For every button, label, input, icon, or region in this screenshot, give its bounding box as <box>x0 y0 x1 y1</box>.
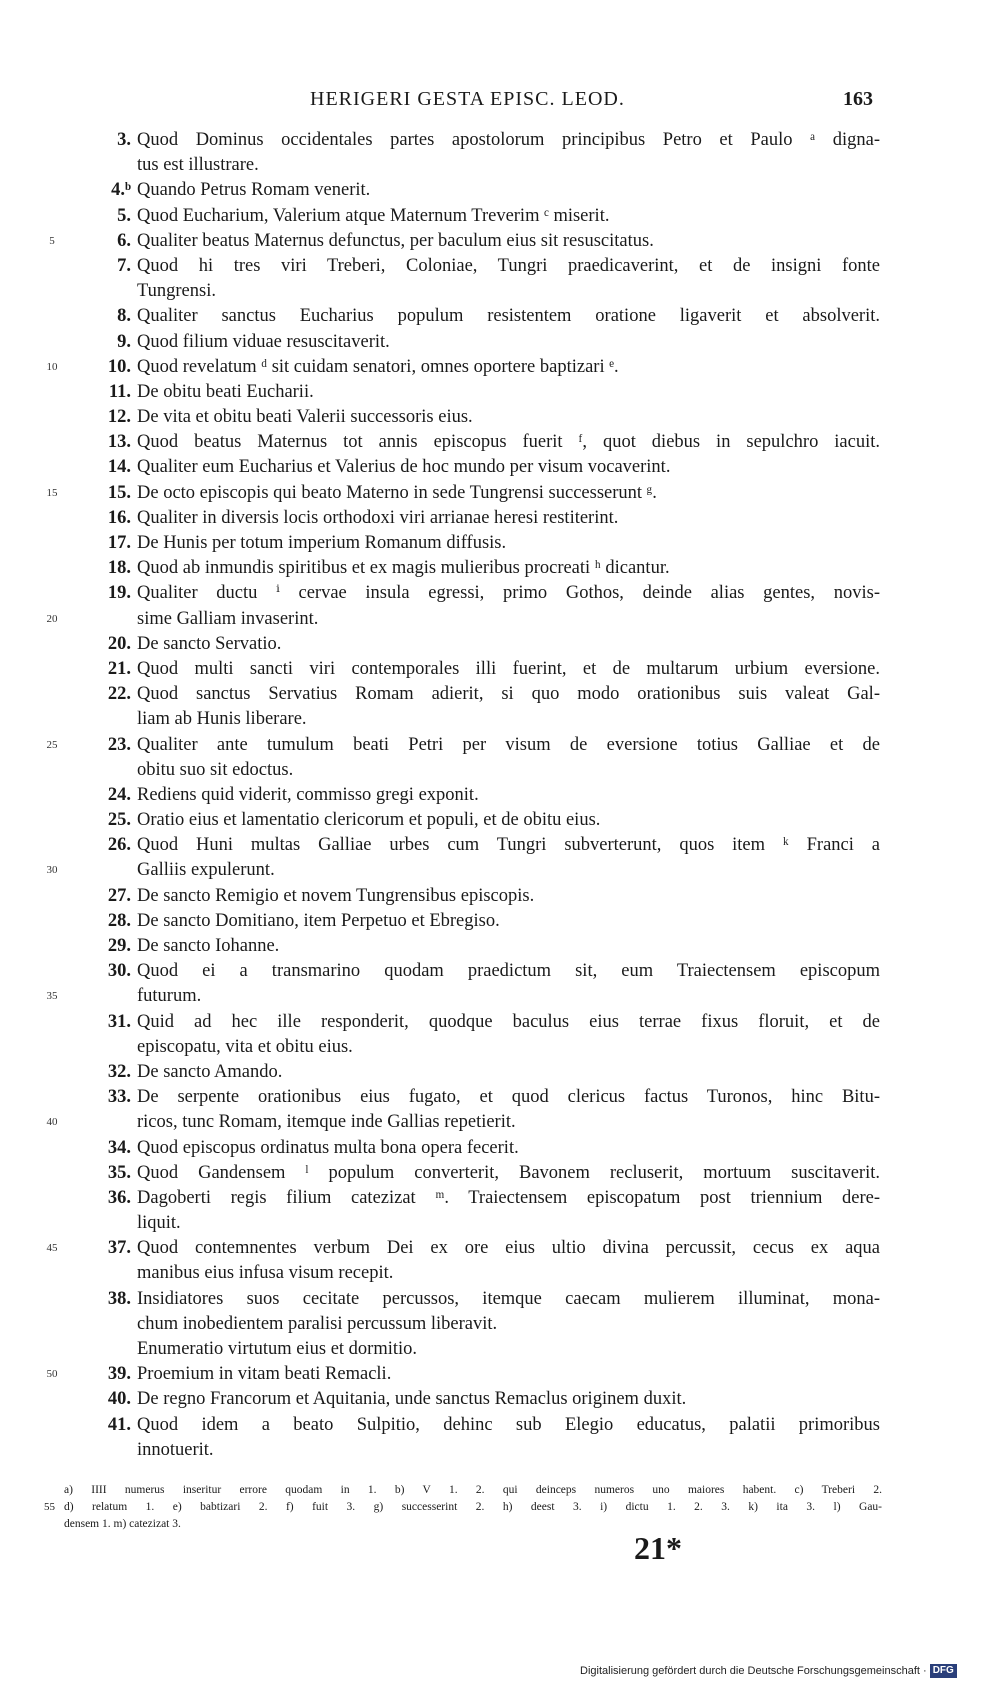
chapter-number: 13. <box>107 432 131 453</box>
chapter-text: De serpente orationibus eius fugato, et quod clericus factus Turonos, hinc Bitu- <box>137 1087 880 1108</box>
chapter-number: 11. <box>108 381 131 402</box>
chapter-line <box>0 833 1000 858</box>
margin-line-number: 55 <box>44 1501 55 1513</box>
chapter-text: Qualiter in diversis locis orthodoxi viri arrianae heresi restiterint. <box>137 507 619 528</box>
chapter-number: 41. <box>107 1414 131 1435</box>
chapter-line <box>0 405 1000 430</box>
chapter-line <box>0 556 1000 581</box>
chapter-text: Qualiter sanctus Eucharius populum resistentem oratione ligaverit et absolverit. <box>137 306 880 327</box>
chapter-number: 31. <box>107 1011 131 1032</box>
dfg-logo-icon: DFG <box>930 1664 957 1678</box>
margin-line-number: 50 <box>46 1368 58 1381</box>
chapter-number: 30. <box>107 961 131 982</box>
margin-line-number: 5 <box>49 234 55 247</box>
chapter-number: 18. <box>107 558 131 579</box>
chapter-line <box>0 355 1000 380</box>
chapter-line <box>0 934 1000 959</box>
chapter-text: manibus eius infusa visum recepit. <box>137 1263 394 1284</box>
chapter-text: Enumeratio virtutum eius et dormitio. <box>137 1339 418 1359</box>
chapter-number: 26. <box>107 835 131 856</box>
chapter-line <box>0 733 1000 758</box>
chapter-number: 28. <box>107 910 131 931</box>
chapter-text: Quod Dominus occidentales partes apostolorum principibus Petro et Paulo ᵃ digna- <box>137 130 880 150</box>
chapter-text: Qualiter beatus Maternus defunctus, per baculum eius sit resuscitatus. <box>137 230 654 251</box>
chapter-text: Quod hi tres viri Treberi, Coloniae, Tungri praedicaverint, et de insigni fonte <box>137 255 880 276</box>
chapter-list <box>0 128 1000 1463</box>
chapter-number: 17. <box>107 533 131 553</box>
credit-text: Digitalisierung gefördert durch die Deutsche Forschungsgemeinschaft · <box>580 1665 927 1677</box>
chapter-number: 12. <box>107 407 131 428</box>
chapter-text: Galliis expulerunt. <box>137 860 275 881</box>
chapter-line <box>0 607 1000 632</box>
chapter-number: 20. <box>107 633 131 654</box>
margin-line-number: 45 <box>46 1242 58 1255</box>
page-number: 163 <box>843 88 873 110</box>
chapter-line <box>0 1236 1000 1261</box>
chapter-text: liquit. <box>137 1213 181 1234</box>
chapter-text: De obitu beati Eucharii. <box>137 381 314 402</box>
chapter-text: episcopatu, vita et obitu eius. <box>137 1036 353 1057</box>
chapter-number: 38. <box>107 1288 131 1309</box>
chapter-line <box>0 909 1000 934</box>
footnote-line <box>64 1482 882 1499</box>
chapter-text: Quod multi sancti viri contemporales illi fuerint, et de multarum urbium eversione. <box>137 658 880 679</box>
chapter-number: 3. <box>117 130 131 150</box>
chapter-number: 34. <box>107 1137 131 1158</box>
chapter-number: 36. <box>107 1187 131 1208</box>
margin-line-number: 35 <box>46 990 58 1003</box>
chapter-line <box>0 279 1000 304</box>
chapter-number: 10. <box>107 356 131 377</box>
chapter-text: innotuerit. <box>137 1439 214 1460</box>
chapter-line <box>0 531 1000 556</box>
chapter-number: 5. <box>117 205 131 226</box>
chapter-text: ricos, tunc Romam, itemque inde Gallias repetierit. <box>137 1112 516 1133</box>
chapter-line <box>0 682 1000 707</box>
chapter-line <box>0 1161 1000 1186</box>
chapter-number: 29. <box>107 936 131 956</box>
chapter-text: Quod revelatum ᵈ sit cuidam senatori, omnes oportere baptizari ᵉ. <box>137 356 619 377</box>
footnote-text: densem 1. m) catezizat 3. <box>64 1518 181 1530</box>
chapter-line <box>0 984 1000 1009</box>
chapter-text: Oratio eius et lamentatio clericorum et populi, et de obitu eius. <box>137 810 601 831</box>
chapter-number: 15. <box>107 482 131 503</box>
chapter-text: Quod Eucharium, Valerium atque Maternum Treverim ᶜ miserit. <box>137 205 610 226</box>
chapter-number: 27. <box>107 885 131 906</box>
chapter-number: 6. <box>117 230 131 251</box>
chapter-line <box>0 758 1000 783</box>
chapter-number: 39. <box>107 1364 131 1385</box>
chapter-number: 8. <box>117 306 131 327</box>
chapter-text: Insidiatores suos cecitate percussos, itemque caecam mulierem illuminat, mona- <box>137 1288 880 1309</box>
chapter-line <box>0 254 1000 279</box>
margin-line-number: 15 <box>46 486 58 499</box>
chapter-line <box>0 1211 1000 1236</box>
chapter-text: Quod beatus Maternus tot annis episcopus fuerit ᶠ, quot diebus in sepulchro iacuit. <box>137 432 880 453</box>
chapter-line <box>0 1413 1000 1438</box>
chapter-number: 21. <box>107 658 131 679</box>
chapter-line <box>0 229 1000 254</box>
chapter-text: futurum. <box>137 986 202 1007</box>
chapter-text: Tungrensi. <box>137 281 216 302</box>
chapter-line <box>0 178 1000 203</box>
chapter-line <box>0 481 1000 506</box>
chapter-text: Quod sanctus Servatius Romam adierit, si quo modo orationibus suis valeat Gal- <box>137 684 880 705</box>
chapter-line <box>0 1337 1000 1362</box>
chapter-line <box>0 153 1000 178</box>
chapter-line <box>0 204 1000 229</box>
chapter-line <box>0 884 1000 909</box>
chapter-text: Quod ei a transmarino quodam praedictum sit, eum Traiectensem episcopum <box>137 961 880 982</box>
chapter-line <box>0 1287 1000 1312</box>
chapter-line <box>0 1035 1000 1060</box>
chapter-text: tus est illustrare. <box>137 155 259 176</box>
chapter-text: De sancto Amando. <box>137 1061 283 1082</box>
chapter-text: De regno Francorum et Aquitania, unde sanctus Remaclus originem duxit. <box>137 1389 687 1410</box>
chapter-line <box>0 380 1000 405</box>
chapter-text: Quod filium viduae resuscitaverit. <box>137 331 390 352</box>
chapter-line <box>0 632 1000 657</box>
chapter-line <box>0 808 1000 833</box>
chapter-text: De sancto Domitiano, item Perpetuo et Ebregiso. <box>137 910 500 931</box>
chapter-text: Qualiter ductu ⁱ cervae insula egressi, primo Gothos, deinde alias gentes, novis- <box>137 583 880 604</box>
chapter-text: De vita et obitu beati Valerii successoris eius. <box>137 407 473 428</box>
chapter-number: 9. <box>117 331 131 352</box>
chapter-text: Quando Petrus Romam venerit. <box>137 180 371 201</box>
chapter-line <box>0 430 1000 455</box>
chapter-number: 32. <box>107 1061 131 1082</box>
chapter-number: 24. <box>107 784 131 805</box>
chapter-line <box>0 455 1000 480</box>
chapter-line <box>0 1060 1000 1085</box>
chapter-line <box>0 506 1000 531</box>
running-head: HERIGERI GESTA EPISC. LEOD. <box>310 88 625 110</box>
chapter-line <box>0 1186 1000 1211</box>
digitization-credit <box>580 1664 957 1678</box>
chapter-line <box>0 858 1000 883</box>
chapter-number: 4.ᵇ <box>111 180 131 201</box>
footnote-line <box>64 1516 882 1533</box>
chapter-number: 16. <box>107 507 131 528</box>
chapter-line <box>0 1261 1000 1286</box>
chapter-number: 35. <box>107 1162 131 1183</box>
chapter-text: liam ab Hunis liberare. <box>137 709 307 730</box>
chapter-text: chum inobedientem paralisi percussum liberavit. <box>137 1313 498 1334</box>
chapter-line <box>0 304 1000 329</box>
footnote-text: a) IIII numerus inseritur errore quodam in 1. b) V 1. 2. qui deinceps numeros uno maiores habent. c) Treberi 2. <box>64 1484 882 1496</box>
chapter-line <box>0 657 1000 682</box>
chapter-text: Quod Huni multas Galliae urbes cum Tungri subverterunt, quos item ᵏ Franci a <box>137 835 880 856</box>
chapter-text: Quod episcopus ordinatus multa bona opera fecerit. <box>137 1137 519 1158</box>
chapter-number: 22. <box>107 684 131 705</box>
chapter-text: Quod Gandensem ˡ populum converterit, Bavonem recluserit, mortuum suscitaverit. <box>137 1162 880 1183</box>
chapter-line <box>0 1110 1000 1135</box>
chapter-number: 7. <box>117 255 131 276</box>
chapter-text: sime Galliam invaserint. <box>137 608 319 629</box>
chapter-number: 37. <box>107 1238 131 1259</box>
chapter-text: De sancto Remigio et novem Tungrensibus episcopis. <box>137 885 535 906</box>
chapter-text: Quid ad hec ille responderit, quodque baculus eius terrae fixus floruit, et de <box>137 1011 880 1032</box>
chapter-line <box>0 330 1000 355</box>
chapter-line <box>0 1438 1000 1463</box>
chapter-line <box>0 581 1000 606</box>
chapter-line <box>0 959 1000 984</box>
chapter-text: De Hunis per totum imperium Romanum diffusis. <box>137 533 507 553</box>
chapter-text: De sancto Iohanne. <box>137 936 280 956</box>
chapter-text: De sancto Servatio. <box>137 633 282 654</box>
chapter-number: 23. <box>107 734 131 755</box>
chapter-line <box>0 1387 1000 1412</box>
margin-line-number: 40 <box>46 1116 58 1129</box>
chapter-line <box>0 1362 1000 1387</box>
chapter-line <box>0 783 1000 808</box>
chapter-text: Quod contemnentes verbum Dei ex ore eius ultio divina percussit, cecus ex aqua <box>137 1238 880 1259</box>
chapter-line <box>0 1312 1000 1337</box>
chapter-line <box>0 1136 1000 1161</box>
chapter-number: 14. <box>107 457 131 478</box>
signature-mark: 21* <box>634 1530 682 1566</box>
chapter-text: Qualiter ante tumulum beati Petri per visum de eversione totius Galliae et de <box>137 734 880 755</box>
chapter-text: Quod ab inmundis spiritibus et ex magis mulieribus procreati ʰ dicantur. <box>137 558 670 579</box>
chapter-number: 19. <box>107 583 131 604</box>
chapter-text: Qualiter eum Eucharius et Valerius de hoc mundo per visum vocaverint. <box>137 457 671 478</box>
chapter-number: 33. <box>107 1087 131 1108</box>
chapter-line <box>0 707 1000 732</box>
chapter-text: obitu suo sit edoctus. <box>137 759 294 780</box>
chapter-number: 40. <box>107 1389 131 1410</box>
footnotes <box>44 1482 882 1533</box>
footnote-text: d) relatum 1. e) babtizari 2. f) fuit 3. g) successerint 2. h) deest 3. i) dictu 1. 2. 3. k) ita 3. l) Gau- <box>64 1501 882 1513</box>
chapter-line <box>0 1010 1000 1035</box>
chapter-text: Quod idem a beato Sulpitio, dehinc sub Elegio educatus, palatii primoribus <box>137 1414 880 1435</box>
margin-line-number: 20 <box>46 612 58 625</box>
margin-line-number: 25 <box>46 738 58 751</box>
chapter-text: Rediens quid viderit, commisso gregi exponit. <box>137 784 479 805</box>
margin-line-number: 30 <box>46 864 58 877</box>
margin-line-number: 10 <box>46 360 58 373</box>
chapter-text: De octo episcopis qui beato Materno in sede Tungrensi successerunt ᵍ. <box>137 482 657 503</box>
chapter-text: Dagoberti regis filium catezizat ᵐ. Traiectensem episcopatum post triennium dere- <box>137 1187 880 1208</box>
chapter-line <box>0 1085 1000 1110</box>
chapter-number: 25. <box>107 810 131 831</box>
chapter-line <box>0 128 1000 153</box>
chapter-text: Proemium in vitam beati Remacli. <box>137 1364 392 1385</box>
footnote-line <box>44 1499 882 1516</box>
